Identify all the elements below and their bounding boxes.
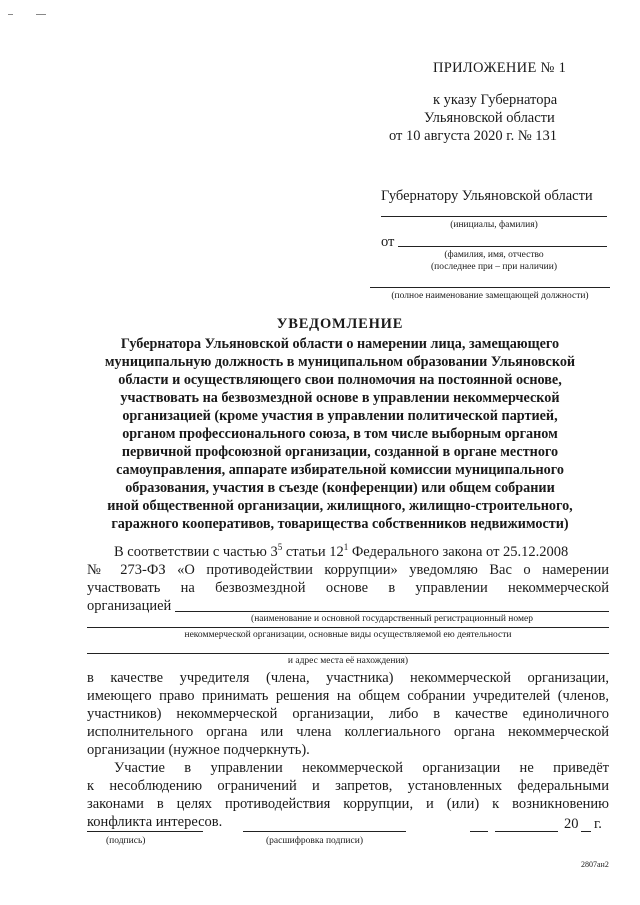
- organization-hint-3: и адрес места её нахождения): [287, 656, 409, 666]
- initials-hint: (инициалы, фамилия): [450, 220, 538, 230]
- addressee-to: Губернатору Ульяновской области: [381, 188, 593, 204]
- notice-line: первичной профсоюзной организации, созданной в органе местного: [121, 444, 559, 460]
- notice-line: гаражного кооперативов, товарищества собственников недвижимости): [111, 516, 569, 532]
- body-paragraph-3-last: конфликта интересов.: [87, 814, 223, 830]
- position-line: [370, 287, 610, 288]
- signature-hint: (подпись): [106, 836, 146, 846]
- body-paragraph-1-line-2: № 273-ФЗ «О противодействии коррупции» уведомляю Вас о намерении: [87, 562, 609, 578]
- from-label: от: [381, 234, 395, 250]
- notice-line: органом профессионального союза, в том числе выборным органом: [122, 426, 558, 442]
- notice-line: образования, участия в съезде (конференции) или общем собрании: [125, 480, 555, 496]
- superscript: 1: [343, 542, 349, 552]
- notice-line: участвовать на безвозмездной основе в управлении некоммерческой: [120, 390, 560, 406]
- signature-line: [87, 831, 203, 832]
- organization-hint-1: (наименование и основной государственный регистрационный номер: [251, 614, 533, 624]
- position-hint: (полное наименование замещающей должности): [391, 291, 589, 301]
- annex-line-2: Ульяновской области: [424, 110, 555, 126]
- body-paragraph-3-line: к несоблюдению ограничений и запретов, установленных федеральными: [87, 778, 609, 794]
- organization-hint-2: некоммерческой организации, основные виды осуществляемой ею деятельности: [184, 630, 512, 640]
- annex-line-1: к указу Губернатора: [433, 92, 558, 108]
- body-paragraph-2-line: имеющего право принимать решения на общем собрании учредителей (членов,: [87, 688, 609, 704]
- organization-line-1: [175, 611, 609, 612]
- body-paragraph-1-line-1: [114, 544, 568, 561]
- decode-line: [243, 831, 406, 832]
- notice-line: области и осуществляющего свои полномочия на постоянной основе,: [118, 372, 562, 388]
- notice-line: Губернатора Ульяновской области о намерении лица, замещающего: [120, 336, 560, 352]
- annex-title: ПРИЛОЖЕНИЕ № 1: [433, 60, 567, 76]
- body-text: В соответствии с частью 3: [114, 544, 278, 560]
- notice-line: муниципальную должность в муниципальном образовании Ульяновской: [104, 354, 576, 370]
- notice-line: организацией (кроме участия в управлении политической партией,: [122, 408, 558, 424]
- date-year-line: [581, 831, 591, 832]
- body-text: Федерального закона от 25.12.2008: [348, 544, 569, 560]
- superscript: 5: [277, 542, 283, 552]
- body-paragraph-2-line: исполнительного органа или члена коллегиального органа некоммерческой: [87, 724, 609, 740]
- annex-line-3: от 10 августа 2020 г. № 131: [389, 128, 558, 144]
- body-paragraph-2-line: участников) некоммерческой организации, либо в качестве единоличного: [87, 706, 609, 722]
- date-year-prefix: 20: [564, 816, 579, 832]
- date-year-suffix: г.: [594, 816, 602, 832]
- fio-hint-2: (последнее при – при наличии): [430, 262, 558, 272]
- body-paragraph-3-line: законами в целях противодействия коррупции, и (или) к возникновению: [87, 796, 609, 812]
- body-paragraph-3-line-1: Участие в управлении некоммерческой организации не приведёт: [114, 760, 609, 776]
- date-month-line: [495, 831, 558, 832]
- body-paragraph-1-line-3: участвовать на безвозмездной основе в управлении некоммерческой: [87, 580, 609, 596]
- organization-line-3: [87, 653, 609, 654]
- scan-mark: [8, 14, 13, 15]
- notice-title: УВЕДОМЛЕНИЕ: [276, 316, 404, 332]
- body-paragraph-1-line-4: организацией: [87, 598, 172, 614]
- fio-hint-1: (фамилия, имя, отчество: [444, 250, 544, 260]
- decode-hint: (расшифровка подписи): [266, 836, 363, 846]
- notice-line: иной общественной организации, жилищного, жилищно-строительного,: [107, 498, 573, 514]
- date-day-line: [470, 831, 488, 832]
- body-paragraph-2-last: организации (нужное подчеркнуть).: [87, 742, 310, 758]
- from-line: [398, 246, 607, 247]
- organization-line-2: [87, 627, 609, 628]
- initials-line: [381, 216, 607, 217]
- body-text: статьи 12: [282, 544, 344, 560]
- body-paragraph-2-line: в качестве учредителя (члена, участника) некоммерческой организации,: [87, 670, 609, 686]
- notice-line: самоуправления, аппарате избирательной комиссии муниципального: [116, 462, 564, 478]
- footer-code: 2807ан2: [581, 860, 609, 869]
- scan-mark: [36, 14, 46, 15]
